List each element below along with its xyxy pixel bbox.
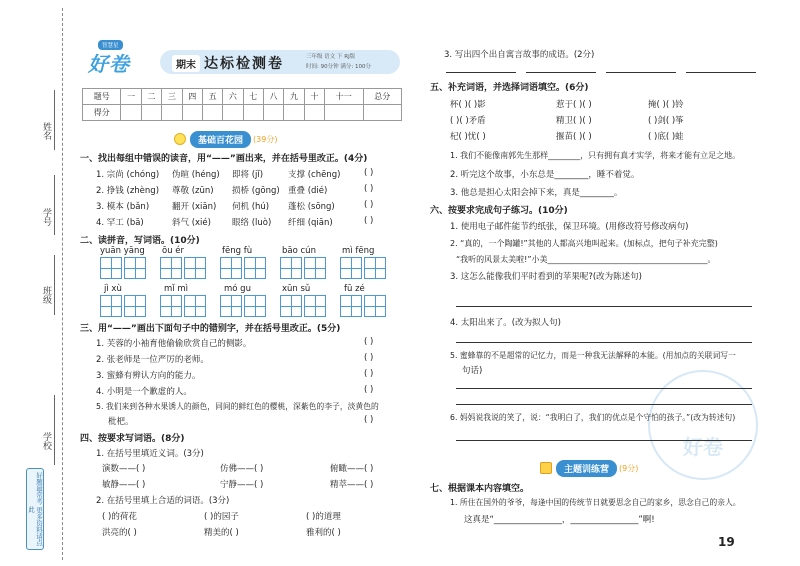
score-cell: 六 — [223, 89, 243, 105]
q4-phrase[interactable]: ( )的园子 — [204, 512, 239, 522]
q1-row1-c: 即将 (jǐ) — [232, 170, 264, 180]
question-2-heading: 二、读拼音，写词语。(10分) — [80, 236, 200, 246]
writing-grid[interactable] — [340, 257, 362, 279]
q5-idiom[interactable]: 精卫( )( ) — [556, 116, 592, 126]
exam-meta-line1: 三年级 语文 下 RJ版 — [306, 54, 356, 60]
logo-badge-top: 智慧星 — [98, 40, 123, 50]
score-input[interactable] — [263, 105, 283, 121]
score-cell: 十 — [304, 89, 324, 105]
answer-parens[interactable]: ( ) — [364, 216, 374, 226]
q5-idiom[interactable]: ( )( )矛盾 — [450, 116, 486, 126]
q3-item-1: 1. 芙蓉的小袖育他偷偷欣赏自己的侧影。 — [96, 339, 252, 349]
q3-item-5: 5. 我们来到各种水果诱人的颜色，同间的鲜红色的樱桃，深紫色的李子，淡黄色的 — [96, 402, 379, 411]
score-cell: 二 — [141, 89, 161, 105]
q5-idiom[interactable]: 揠苗( )( ) — [556, 132, 592, 142]
pinyin: jì xù — [104, 284, 122, 294]
q4-synonym[interactable]: 演数——( ) — [102, 464, 146, 474]
score-table-score-row — [83, 105, 402, 121]
q6-item-1: 1. 使用电子邮件能节约纸张，保卫环境。(用修改符号修改病句) — [450, 222, 689, 232]
q4-synonym[interactable]: 俯瞰——( ) — [330, 464, 374, 474]
answer-line[interactable] — [456, 404, 752, 405]
writing-grid[interactable] — [160, 295, 182, 317]
q4-phrase[interactable]: 精美的( ) — [204, 528, 239, 538]
q3-item-2: 2. 张老师是一位严厉的老师。 — [96, 355, 209, 365]
section-title: 主题训练营 — [556, 460, 617, 477]
score-cell: 四 — [182, 89, 202, 105]
question-3-heading: 三、用“——”画出下面句子中的错别字，并在括号里改正。(5分) — [80, 324, 341, 334]
name-label: 姓名 — [41, 122, 51, 140]
q4-phrase[interactable]: 洪亮的( ) — [102, 528, 137, 538]
logo — [84, 40, 154, 76]
pinyin: mǐ mì — [164, 284, 188, 294]
writing-grid[interactable] — [280, 257, 302, 279]
answer-parens[interactable]: ( ) — [364, 184, 374, 194]
answer-line[interactable] — [606, 72, 676, 73]
pinyin: fēng fù — [222, 246, 253, 256]
score-cell: 七 — [243, 89, 263, 105]
answer-parens[interactable]: ( ) — [364, 385, 374, 395]
score-table-header-row — [83, 89, 402, 105]
pinyin: xūn sǔ — [282, 284, 311, 294]
question-6-heading: 六、按要求完成句子练习。(10分) — [430, 206, 568, 216]
answer-parens[interactable]: ( ) — [364, 369, 374, 379]
q4-synonym[interactable]: 敏静——( ) — [102, 480, 146, 490]
score-input[interactable] — [141, 105, 161, 121]
q7-item-1: 1. 所住在国外的爷爷，每逢中国的传统节日就要思念自己的家乡，思念自己的亲人。 — [450, 498, 741, 507]
q1-row3-a: 3. 模本 (bǎn) — [96, 202, 150, 212]
q7-item-1-fill[interactable]: 这真是“________________，________________”啊! — [464, 515, 655, 525]
score-input[interactable] — [202, 105, 222, 121]
answer-parens[interactable]: ( ) — [364, 415, 374, 425]
school-label: 学校 — [41, 432, 51, 450]
answer-line[interactable] — [456, 306, 752, 307]
score-input[interactable] — [243, 105, 263, 121]
q4-synonym[interactable]: 仿佛——( ) — [220, 464, 264, 474]
score-cell: 一 — [121, 89, 141, 105]
exam-header — [82, 40, 402, 76]
q6-item-5-cont: 句话) — [462, 366, 483, 376]
class-field[interactable] — [54, 255, 55, 315]
writing-grid[interactable] — [244, 257, 266, 279]
score-input[interactable] — [284, 105, 304, 121]
score-cell: 总分 — [363, 89, 402, 105]
q4-synonym[interactable]: 宁静——( ) — [220, 480, 264, 490]
writing-grid[interactable] — [100, 257, 122, 279]
answer-parens[interactable]: ( ) — [364, 200, 374, 210]
book-icon — [540, 462, 552, 474]
pinyin: mó gu — [224, 284, 251, 294]
promo-sticker: 好题最常考 更多资料请点此 — [26, 468, 44, 550]
writing-grid[interactable] — [244, 295, 266, 317]
lightbulb-icon — [174, 133, 186, 145]
q1-row4-a: 4. 罕工 (bā) — [96, 218, 144, 228]
score-cell: 十一 — [325, 89, 363, 105]
q1-row3-b: 翻开 (xiān) — [172, 202, 217, 212]
writing-grid[interactable] — [220, 295, 242, 317]
q6-item-6: 6. 妈妈说我说的笑了，说：“我明白了，我们的优点是个守怕的孩子。”(改为转述句) — [450, 413, 736, 422]
writing-grid[interactable] — [160, 257, 182, 279]
q1-row3-d: 蓬松 (sōng) — [288, 202, 335, 212]
q4-sub1: 1. 在括号里填近义词。(3分) — [96, 449, 204, 459]
section-points: (9分) — [619, 463, 639, 473]
answer-line[interactable] — [446, 72, 516, 73]
q3-item-4: 4. 小明是一个歉虚的人。 — [96, 387, 192, 397]
score-cell: 九 — [284, 89, 304, 105]
answer-line[interactable] — [686, 72, 756, 73]
title-bar — [160, 50, 400, 74]
score-input[interactable] — [325, 105, 363, 121]
answer-line[interactable] — [456, 342, 752, 343]
writing-grid[interactable] — [364, 257, 386, 279]
score-cell: 八 — [263, 89, 283, 105]
q4-phrase[interactable]: ( )的道理 — [306, 512, 341, 522]
writing-grid[interactable] — [340, 295, 362, 317]
name-field[interactable] — [54, 90, 55, 150]
pinyin: bāo cún — [282, 246, 316, 256]
answer-line[interactable] — [456, 388, 752, 389]
question-4-heading: 四、按要求写词语。(8分) — [80, 434, 185, 444]
q4-sub3: 3. 写出四个出自寓言故事的成语。(2分) — [444, 50, 595, 60]
q1-row3-c: 伺机 (hú) — [232, 202, 270, 212]
score-input[interactable] — [162, 105, 182, 121]
answer-parens[interactable]: ( ) — [364, 353, 374, 363]
q5-idiom[interactable]: 惹于( )( ) — [556, 100, 592, 110]
pinyin: fū zé — [344, 284, 365, 294]
page-number: 19 — [718, 535, 735, 549]
school-field[interactable] — [54, 395, 55, 465]
q6-item-3: 3. 这怎么能像我们平时看到的苹果呢?(改为陈述句) — [450, 272, 642, 282]
q3-item-3: 3. 蜜蜂有辨认方向的能力。 — [96, 371, 201, 381]
student-id-field[interactable] — [54, 175, 55, 235]
score-input[interactable] — [121, 105, 141, 121]
pinyin: yuān yāng — [100, 246, 145, 256]
q1-row2-c: 损桥 (gōng) — [232, 186, 280, 196]
q1-row2-a: 2. 挣钱 (zhèng) — [96, 186, 160, 196]
student-id-label: 学号 — [41, 208, 51, 226]
writing-grid[interactable] — [364, 295, 386, 317]
page-title: 达标检测卷 — [204, 56, 284, 72]
score-cell: 五 — [202, 89, 222, 105]
q5-idiom[interactable]: 杯( )( )影 — [450, 100, 486, 110]
term-label: 期末 — [172, 55, 200, 72]
q3-item-5-cont: 枇杷。 — [108, 417, 134, 427]
left-column — [74, 0, 404, 566]
q1-row4-b: 斜气 (xié) — [172, 218, 211, 228]
score-input[interactable] — [304, 105, 324, 121]
writing-grid[interactable] — [100, 295, 122, 317]
exam-meta-line2: 时间: 90分钟 满分: 100分 — [306, 64, 371, 70]
score-input[interactable] — [223, 105, 243, 121]
q1-row4-c: 眼络 (luò) — [232, 218, 272, 228]
section-points: (39分) — [253, 134, 278, 144]
answer-line[interactable] — [526, 72, 596, 73]
score-cell: 题号 — [83, 89, 121, 105]
pinyin-row-2 — [96, 284, 396, 320]
q5-idiom[interactable]: ( )剑( )筝 — [648, 116, 684, 126]
q4-sub2: 2. 在括号里填上合适的词语。(3分) — [96, 496, 230, 506]
q4-phrase[interactable]: ( )的荷花 — [102, 512, 137, 522]
q1-row4-d: 纤细 (qiān) — [288, 218, 333, 228]
writing-grid[interactable] — [220, 257, 242, 279]
section-banner-basics — [174, 131, 277, 147]
score-input[interactable] — [363, 105, 402, 121]
pinyin: mì fēng — [342, 246, 375, 256]
writing-grid[interactable] — [184, 295, 206, 317]
pinyin-row-1 — [96, 246, 396, 282]
writing-grid[interactable] — [280, 295, 302, 317]
question-5-heading: 五、补充词语，并选择词语填空。(6分) — [430, 83, 589, 93]
answer-parens[interactable]: ( ) — [364, 337, 374, 347]
answer-line[interactable] — [456, 440, 752, 441]
logo-word: 好卷 — [88, 52, 130, 76]
q1-row2-b: 尊敬 (zūn) — [172, 186, 214, 196]
q6-item-2-fill[interactable]: “我听的风景太美啦!”小美________________________________________。 — [456, 255, 716, 264]
score-row-label: 得分 — [83, 105, 121, 121]
answer-parens[interactable]: ( ) — [364, 168, 374, 178]
score-input[interactable] — [182, 105, 202, 121]
q5-idiom[interactable]: ( )底( )蛙 — [648, 132, 684, 142]
q6-item-2: 2. “真的，一个陶罐!”其他的人都高兴地叫起来。(加标点，把句子补充完整) — [450, 239, 718, 248]
q5-idiom[interactable]: 掩( )( )铃 — [648, 100, 684, 110]
writing-grid[interactable] — [184, 257, 206, 279]
writing-grid[interactable] — [124, 295, 146, 317]
q1-row1-d: 支撑 (chēng) — [288, 170, 341, 180]
binding-fold-line — [62, 8, 63, 560]
q5-sentence-1[interactable]: 1. 我们不能像南郭先生那样________，只有拥有真才实学，将来才能有立足之地。 — [450, 151, 741, 160]
q6-item-5: 5. 蜜蜂靠的不是超常的记忆力，而是一种我无法解释的本能。(用加点的关联词写一 — [450, 351, 736, 360]
section-banner-theme — [540, 460, 638, 476]
pinyin: ōu ér — [162, 246, 185, 256]
q6-item-4: 4. 太阳出来了。(改为拟人句) — [450, 318, 561, 328]
q5-idiom[interactable]: 杞( )忧( ) — [450, 132, 486, 142]
watermark-stamp: 好卷 — [648, 370, 758, 480]
q5-sentence-3[interactable]: 3. 他总是担心太阳会掉下来，真是________。 — [450, 188, 623, 198]
class-label: 班级 — [41, 286, 51, 304]
q1-row2-d: 重叠 (dié) — [288, 186, 328, 196]
q1-row1-b: 伪暄 (héng) — [172, 170, 220, 180]
question-1-heading: 一、找出每组中错误的读音，用“——”画出来，并在括号里改正。(4分) — [80, 154, 368, 164]
exam-meta — [306, 52, 371, 72]
section-title: 基础百花园 — [190, 131, 251, 148]
binding-strip — [0, 0, 78, 566]
q5-sentence-2[interactable]: 2. 听完这个故事，小东总是________，睡不着觉。 — [450, 170, 640, 180]
q4-phrase[interactable]: 雅利的( ) — [306, 528, 341, 538]
writing-grid[interactable] — [124, 257, 146, 279]
q4-synonym[interactable]: 精萃——( ) — [330, 480, 374, 490]
writing-grid[interactable] — [304, 257, 326, 279]
question-7-heading: 七、根据课本内容填空。 — [430, 484, 530, 494]
writing-grid[interactable] — [304, 295, 326, 317]
score-table — [82, 88, 402, 121]
score-cell: 三 — [162, 89, 182, 105]
q1-row1-a: 1. 宗尚 (chóng) — [96, 170, 160, 180]
